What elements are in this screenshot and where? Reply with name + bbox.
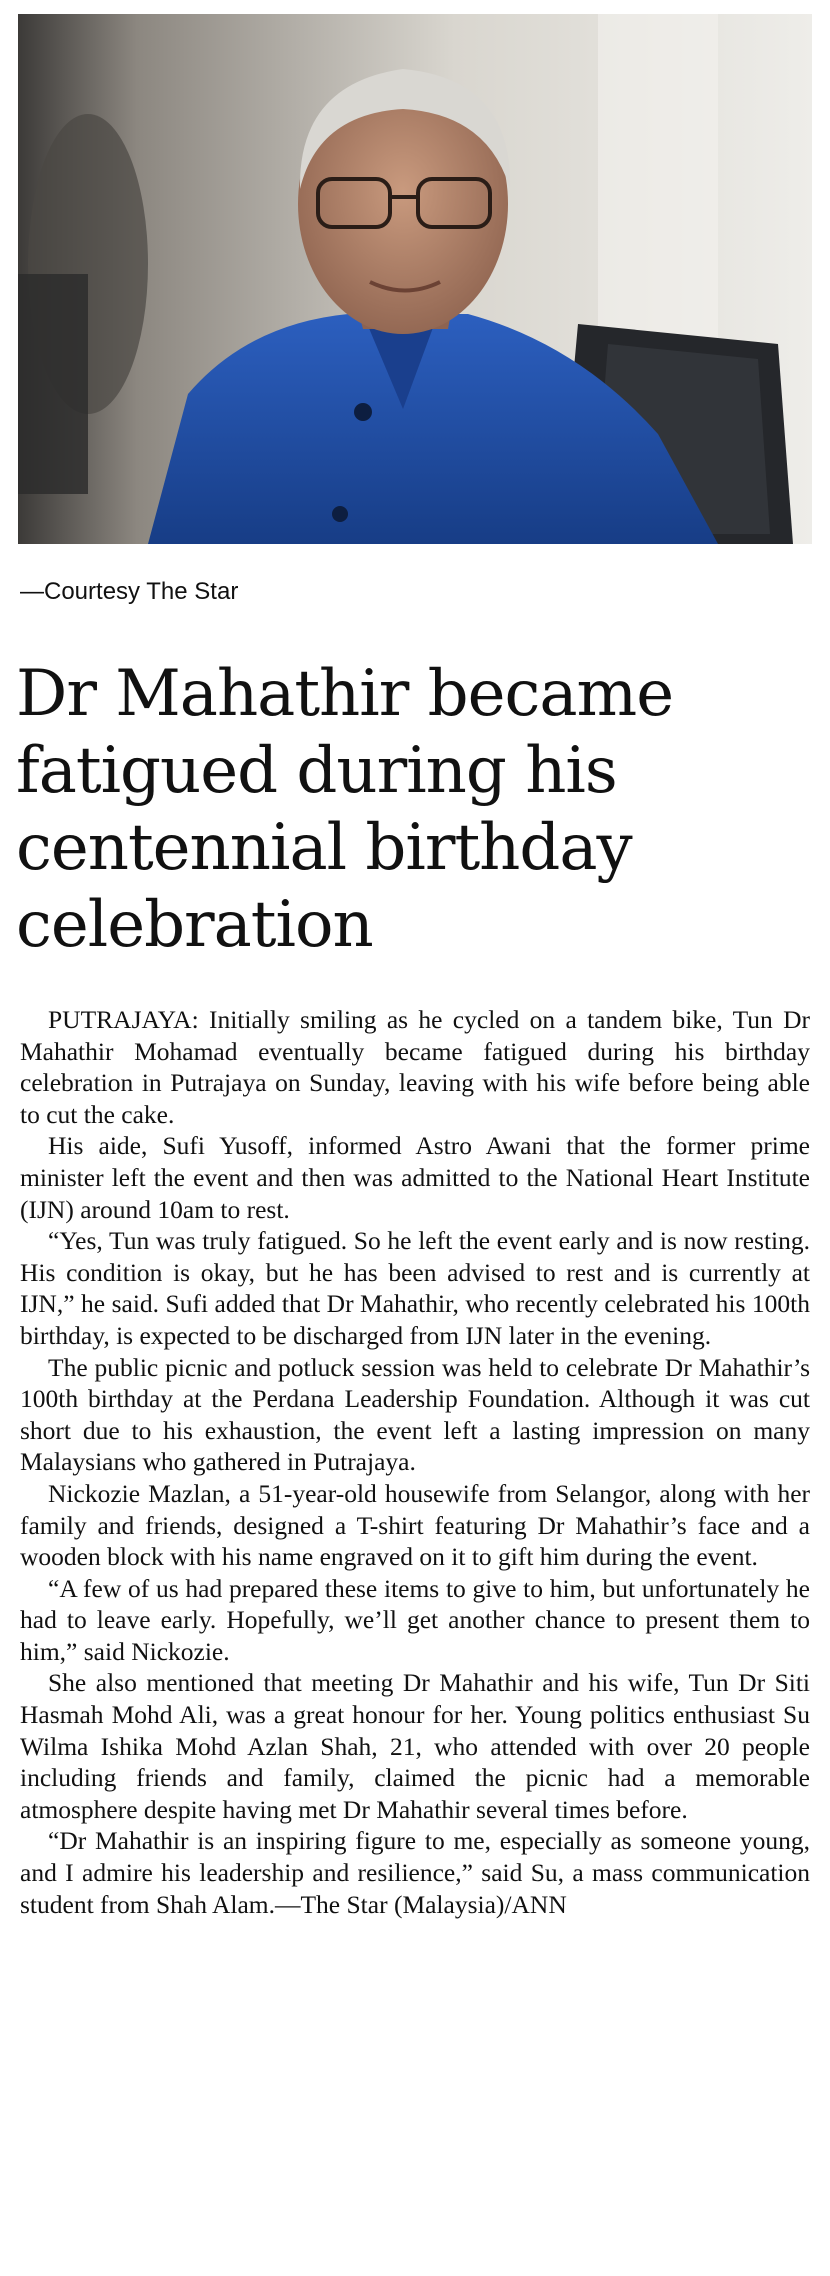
article-paragraph: PUTRAJAYA: Initially smiling as he cycled on a tandem bike, Tun Dr Mahathir Mohamad eventually became fatigued during his birthday celebration in Putrajaya on Sunday, leaving with his wife before being able to cut the cake. <box>20 1005 810 1129</box>
article-paragraph: Nickozie Mazlan, a 51-year-old housewife from Selangor, along with her family and friends, designed a T-shirt featuring Dr Mahathir’s face and a wooden block with his name engraved on it to gift him during the event. <box>20 1478 810 1572</box>
article-paragraph: She also mentioned that meeting Dr Mahathir and his wife, Tun Dr Siti Hasmah Mohd Ali, was a great honour for her. Young politics enthusiast Su Wilma Ishika Mohd Azlan Shah, 21, who attended with over 20 people including friends and family, claimed the picnic had a memorable atmosphere despite having met Dr Mahathir several times before. <box>20 1668 810 1824</box>
article-paragraph: His aide, Sufi Yusoff, informed Astro Awani that the former prime minister left the event and then was admitted to the National Heart Institute (IJN) around 10am to rest. <box>20 1131 810 1224</box>
article-paragraph: “A few of us had prepared these items to give to him, but unfortunately he had to leave early. Hopefully, we’ll get another chance to present them to him,” said Nickozie. <box>20 1573 810 1666</box>
news-photo <box>18 14 812 544</box>
headline: Dr Mahathir became fatigued during his centennial birthday celebration <box>16 657 674 962</box>
article-body <box>20 1004 810 1920</box>
photo-caption: —Courtesy The Star <box>20 578 239 605</box>
article-paragraph: The public picnic and potluck session was held to celebrate Dr Mahathir’s 100th birthday at the Perdana Leadership Foundation. Although it was cut short due to his exhaustion, the event left a lasting impression on many Malaysians who gathered in Putrajaya. <box>20 1352 810 1477</box>
article-paragraph: “Yes, Tun was truly fatigued. So he left the event early and is now resting. His condition is okay, but he has been advised to rest and is currently at IJN,” he said. Sufi added that Dr Mahathir, who recently celebrated his 100th birthday, is expected to be discharged from IJN later in the evening. <box>20 1226 810 1350</box>
article-paragraph: “Dr Mahathir is an inspiring figure to me, especially as someone young, and I admire his leadership and resilience,” said Su, a mass communication student from Shah Alam.—The Star (Malaysia)/ANN <box>20 1826 810 1919</box>
portrait-photo-icon <box>18 14 812 544</box>
